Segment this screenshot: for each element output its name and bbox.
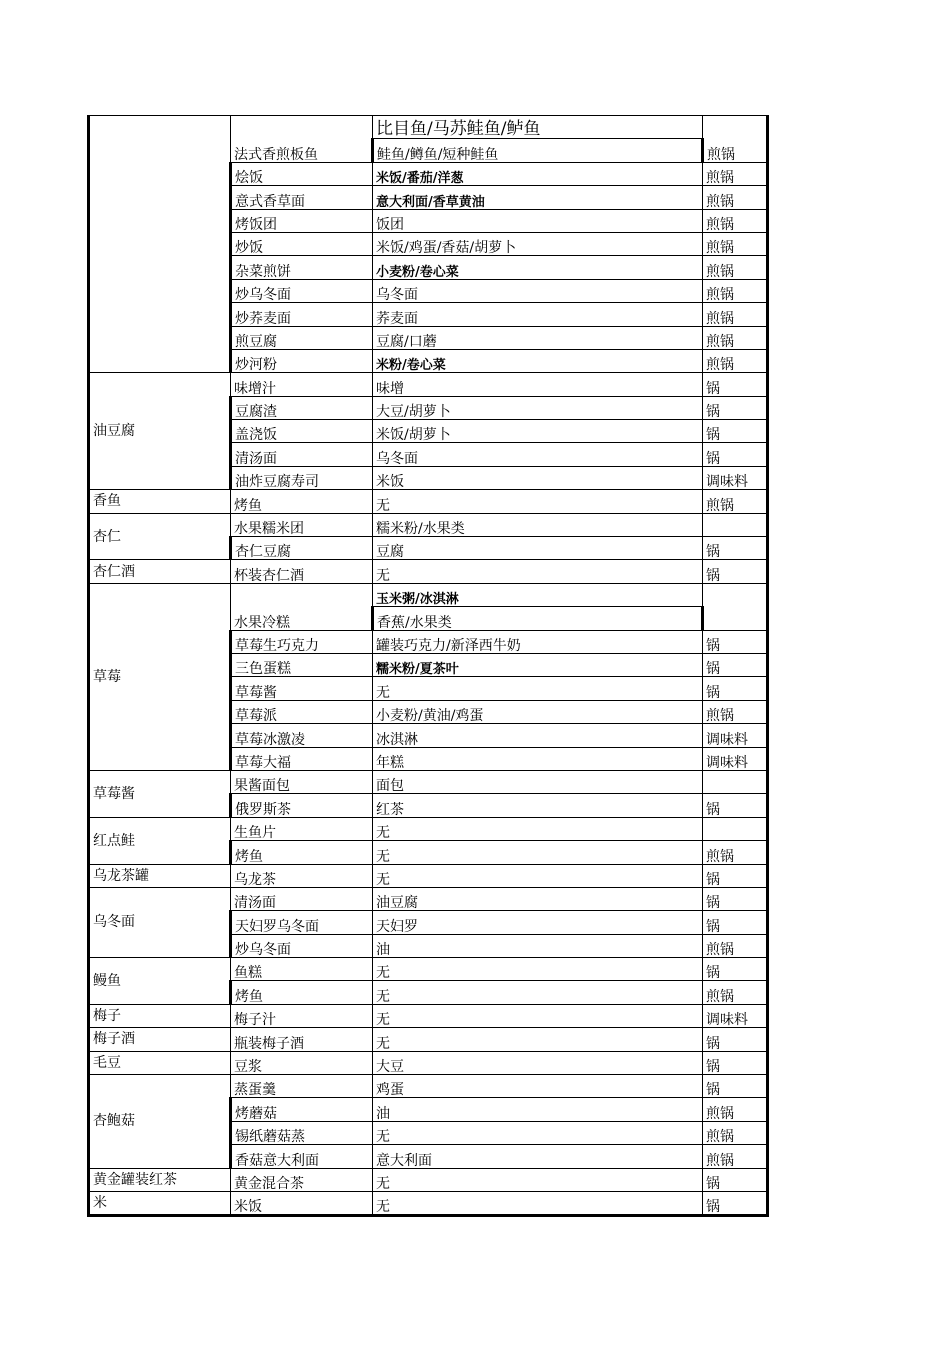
material-cell: 无 <box>373 864 703 887</box>
material-cell: 味增 <box>373 373 703 396</box>
table-row <box>89 958 768 981</box>
table-row <box>89 583 768 606</box>
material-cell: 油 <box>373 1098 703 1121</box>
dish-cell: 杏仁豆腐 <box>231 537 373 560</box>
material-cell: 糯米粉/夏茶叶 <box>373 653 703 676</box>
dish-cell: 俄罗斯茶 <box>231 794 373 817</box>
dish-cell: 炒乌冬面 <box>231 279 373 302</box>
cookware-cell: 锅 <box>703 396 768 419</box>
material-cell: 无 <box>373 1191 703 1215</box>
dish-cell: 法式香煎板鱼 <box>231 116 373 163</box>
cookware-cell: 锅 <box>703 560 768 583</box>
ingredient-cell: 油豆腐 <box>89 373 231 490</box>
material-cell: 无 <box>373 490 703 513</box>
dish-cell: 豆浆 <box>231 1051 373 1074</box>
material-cell: 饭团 <box>373 209 703 232</box>
cookware-cell: 锅 <box>703 864 768 887</box>
cookware-cell: 煎锅 <box>703 162 768 185</box>
material-cell: 意大利面/香草黄油 <box>373 186 703 209</box>
cookware-cell: 锅 <box>703 420 768 443</box>
dish-cell: 水果糯米团 <box>231 513 373 536</box>
dish-cell: 杂菜煎饼 <box>231 256 373 279</box>
ingredient-cell: 米 <box>89 1191 231 1215</box>
material-cell: 鸡蛋 <box>373 1075 703 1098</box>
cookware-cell: 调味料 <box>703 747 768 770</box>
table-row <box>89 887 768 910</box>
material-cell: 大豆/胡萝卜 <box>373 396 703 419</box>
material-cell: 无 <box>373 677 703 700</box>
ingredient-cell: 黄金罐装红茶 <box>89 1168 231 1191</box>
cookware-cell: 煎锅 <box>703 303 768 326</box>
cookware-cell: 锅 <box>703 1028 768 1051</box>
dish-cell: 果酱面包 <box>231 770 373 793</box>
material-cell: 年糕 <box>373 747 703 770</box>
cookware-cell: 煎锅 <box>703 841 768 864</box>
cookware-cell <box>703 513 768 536</box>
material-cell: 比目鱼/马苏鲑鱼/鲈鱼 <box>373 116 703 139</box>
cookware-cell <box>703 817 768 840</box>
dish-cell: 草莓生巧克力 <box>231 630 373 653</box>
table-row <box>89 1051 768 1074</box>
material-cell: 糯米粉/水果类 <box>373 513 703 536</box>
dish-cell: 蒸蛋羹 <box>231 1075 373 1098</box>
dish-cell: 草莓派 <box>231 700 373 723</box>
ingredient-cell: 鳗鱼 <box>89 958 231 1005</box>
table-row <box>89 1168 768 1191</box>
ingredient-cell: 乌龙茶罐 <box>89 864 231 887</box>
table-row <box>89 864 768 887</box>
dish-cell: 意式香草面 <box>231 186 373 209</box>
dish-cell: 味增汁 <box>231 373 373 396</box>
dish-cell: 天妇罗乌冬面 <box>231 911 373 934</box>
cookware-cell: 煎锅 <box>703 700 768 723</box>
material-cell: 香蕉/水果类 <box>373 607 703 630</box>
cookware-cell: 煎锅 <box>703 232 768 255</box>
table-row <box>89 1004 768 1027</box>
material-cell: 无 <box>373 958 703 981</box>
dish-cell: 清汤面 <box>231 443 373 466</box>
table-row <box>89 1028 768 1051</box>
table-row <box>89 560 768 583</box>
dish-cell: 炒荞麦面 <box>231 303 373 326</box>
table-row <box>89 770 768 793</box>
cookware-cell: 煎锅 <box>703 209 768 232</box>
material-cell: 豆腐 <box>373 537 703 560</box>
material-cell: 乌冬面 <box>373 279 703 302</box>
material-cell: 小麦粉/卷心菜 <box>373 256 703 279</box>
recipe-table <box>87 115 769 1217</box>
dish-cell: 炒乌冬面 <box>231 934 373 957</box>
cookware-cell: 锅 <box>703 911 768 934</box>
dish-cell: 乌龙茶 <box>231 864 373 887</box>
dish-cell: 香菇意大利面 <box>231 1145 373 1168</box>
cookware-cell: 锅 <box>703 677 768 700</box>
cookware-cell: 锅 <box>703 887 768 910</box>
ingredient-cell: 红点鲑 <box>89 817 231 864</box>
dish-cell: 炒河粉 <box>231 349 373 372</box>
cookware-cell: 煎锅 <box>703 186 768 209</box>
cookware-cell: 锅 <box>703 958 768 981</box>
cookware-cell: 煎锅 <box>703 1121 768 1144</box>
cookware-cell: 煎锅 <box>703 349 768 372</box>
table-row <box>89 817 768 840</box>
recipe-table-body <box>89 116 768 1216</box>
cookware-cell: 锅 <box>703 1075 768 1098</box>
material-cell: 小麦粉/黄油/鸡蛋 <box>373 700 703 723</box>
cookware-cell: 锅 <box>703 630 768 653</box>
cookware-cell: 煎锅 <box>703 326 768 349</box>
cookware-cell: 煎锅 <box>703 1098 768 1121</box>
material-cell: 无 <box>373 1028 703 1051</box>
dish-cell: 草莓大福 <box>231 747 373 770</box>
cookware-cell: 煎锅 <box>703 1145 768 1168</box>
material-cell: 冰淇淋 <box>373 724 703 747</box>
material-cell: 无 <box>373 1121 703 1144</box>
ingredient-cell: 杏鲍菇 <box>89 1075 231 1169</box>
table-row <box>89 513 768 536</box>
dish-cell: 烤蘑菇 <box>231 1098 373 1121</box>
ingredient-cell: 草莓酱 <box>89 770 231 817</box>
dish-cell: 米饭 <box>231 1191 373 1215</box>
dish-cell: 烩饭 <box>231 162 373 185</box>
material-cell: 荞麦面 <box>373 303 703 326</box>
ingredient-cell: 乌冬面 <box>89 887 231 957</box>
cookware-cell <box>703 770 768 793</box>
cookware-cell: 锅 <box>703 1168 768 1191</box>
material-cell: 无 <box>373 817 703 840</box>
material-cell: 米粉/卷心菜 <box>373 349 703 372</box>
dish-cell: 烤鱼 <box>231 981 373 1004</box>
material-cell: 无 <box>373 560 703 583</box>
dish-cell: 烤鱼 <box>231 490 373 513</box>
dish-cell: 油炸豆腐寿司 <box>231 466 373 489</box>
table-row <box>89 490 768 513</box>
material-cell: 玉米粥/冰淇淋 <box>373 583 703 606</box>
dish-cell: 杯装杏仁酒 <box>231 560 373 583</box>
material-cell: 面包 <box>373 770 703 793</box>
cookware-cell: 锅 <box>703 653 768 676</box>
cookware-cell: 煎锅 <box>703 490 768 513</box>
cookware-cell: 锅 <box>703 443 768 466</box>
ingredient-cell: 毛豆 <box>89 1051 231 1074</box>
cookware-cell: 锅 <box>703 373 768 396</box>
ingredient-cell: 杏仁酒 <box>89 560 231 583</box>
material-cell: 无 <box>373 1004 703 1027</box>
material-cell: 油豆腐 <box>373 887 703 910</box>
dish-cell: 草莓冰激凌 <box>231 724 373 747</box>
cookware-cell: 煎锅 <box>703 981 768 1004</box>
dish-cell: 生鱼片 <box>231 817 373 840</box>
dish-cell: 盖浇饭 <box>231 420 373 443</box>
ingredient-cell <box>89 116 231 373</box>
dish-cell: 煎豆腐 <box>231 326 373 349</box>
dish-cell: 黄金混合茶 <box>231 1168 373 1191</box>
table-row <box>89 116 768 139</box>
cookware-cell: 调味料 <box>703 724 768 747</box>
ingredient-cell: 香鱼 <box>89 490 231 513</box>
dish-cell: 草莓酱 <box>231 677 373 700</box>
material-cell: 乌冬面 <box>373 443 703 466</box>
dish-cell: 烤鱼 <box>231 841 373 864</box>
cookware-cell: 煎锅 <box>703 256 768 279</box>
cookware-cell: 锅 <box>703 794 768 817</box>
material-cell: 米饭/鸡蛋/香菇/胡萝卜 <box>373 232 703 255</box>
ingredient-cell: 梅子 <box>89 1004 231 1027</box>
dish-cell: 鱼糕 <box>231 958 373 981</box>
material-cell: 罐装巧克力/新泽西牛奶 <box>373 630 703 653</box>
material-cell: 米饭/番茄/洋葱 <box>373 162 703 185</box>
ingredient-cell: 草莓 <box>89 583 231 770</box>
dish-cell: 梅子汁 <box>231 1004 373 1027</box>
material-cell: 无 <box>373 841 703 864</box>
material-cell: 天妇罗 <box>373 911 703 934</box>
material-cell: 大豆 <box>373 1051 703 1074</box>
cookware-cell: 锅 <box>703 1051 768 1074</box>
ingredient-cell: 梅子酒 <box>89 1028 231 1051</box>
cookware-cell: 煎锅 <box>703 279 768 302</box>
material-cell: 红茶 <box>373 794 703 817</box>
dish-cell: 清汤面 <box>231 887 373 910</box>
dish-cell: 豆腐渣 <box>231 396 373 419</box>
table-row <box>89 1191 768 1215</box>
dish-cell: 烤饭团 <box>231 209 373 232</box>
material-cell: 无 <box>373 1168 703 1191</box>
dish-cell: 炒饭 <box>231 232 373 255</box>
cookware-cell: 锅 <box>703 537 768 560</box>
dish-cell: 瓶装梅子酒 <box>231 1028 373 1051</box>
dish-cell: 三色蛋糕 <box>231 653 373 676</box>
cookware-cell: 煎锅 <box>703 116 768 163</box>
table-row <box>89 373 768 396</box>
cookware-cell: 调味料 <box>703 1004 768 1027</box>
cookware-cell: 锅 <box>703 1191 768 1215</box>
table-row <box>89 1075 768 1098</box>
material-cell: 米饭 <box>373 466 703 489</box>
cookware-cell <box>703 583 768 630</box>
material-cell: 鲑鱼/鳟鱼/短种鲑鱼 <box>373 139 703 162</box>
cookware-cell: 调味料 <box>703 466 768 489</box>
dish-cell: 水果冷糕 <box>231 583 373 630</box>
material-cell: 米饭/胡萝卜 <box>373 420 703 443</box>
material-cell: 无 <box>373 981 703 1004</box>
material-cell: 豆腐/口蘑 <box>373 326 703 349</box>
cookware-cell: 煎锅 <box>703 934 768 957</box>
dish-cell: 锡纸蘑菇蒸 <box>231 1121 373 1144</box>
material-cell: 油 <box>373 934 703 957</box>
material-cell: 意大利面 <box>373 1145 703 1168</box>
ingredient-cell: 杏仁 <box>89 513 231 560</box>
